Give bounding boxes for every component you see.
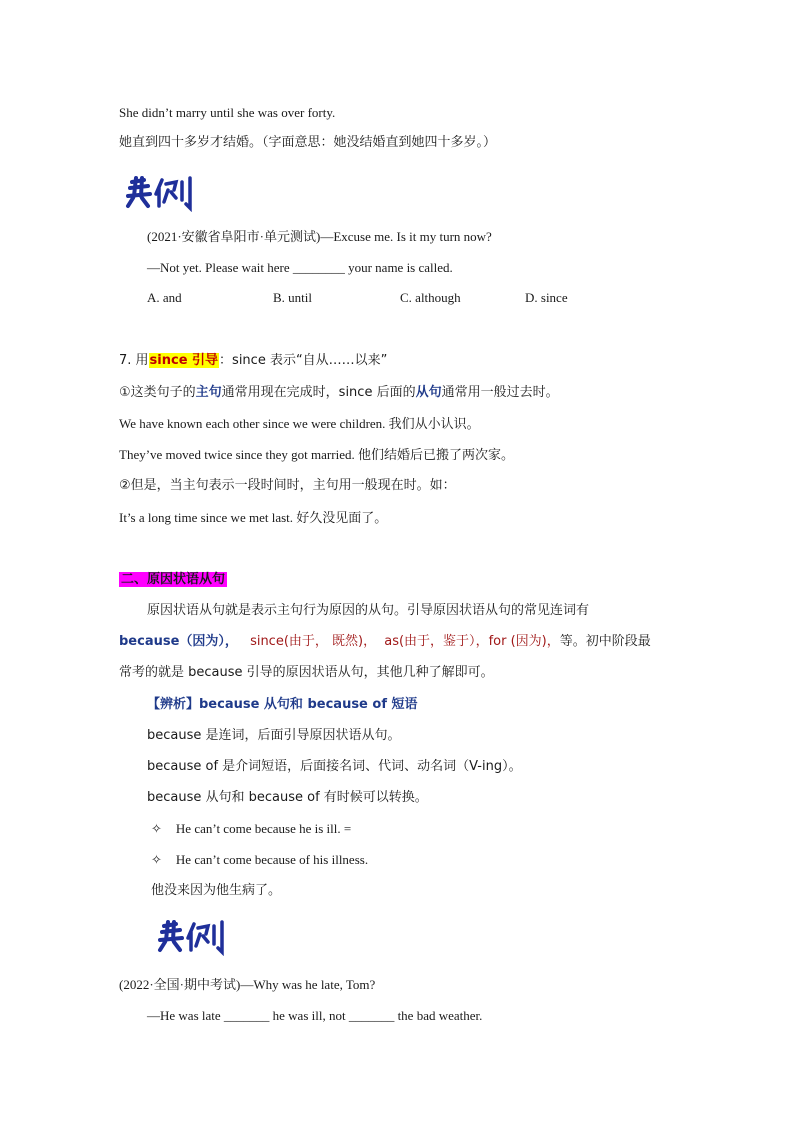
analysis-3: because 从句和 because of 有时候可以转换。	[147, 790, 428, 805]
option-a: A. and	[147, 290, 182, 305]
rule1-sub-clause: 从句	[415, 385, 442, 400]
option-c: C. although	[400, 290, 461, 305]
question-1-source: (2021·安徽省阜阳市·单元测试)—Excuse me. Is it my turn now?	[147, 229, 492, 244]
since-example-1: We have known each other since we were children. 我们从小认识。	[119, 416, 480, 431]
since-heading-desc: ：since 表示“自从……以来”	[219, 353, 388, 368]
bullet-example-2-text: He can’t come because of his illness.	[175, 852, 369, 867]
analysis-2: because of 是介词短语，后面接名词、代词、动名词（V-ing）。	[147, 759, 522, 774]
since-rule-1	[119, 384, 559, 402]
option-d: D. since	[525, 290, 568, 305]
rule1-pre: ①这类句子的	[119, 385, 196, 400]
analysis-title: 【辨析】because 从句和 because of 短语	[147, 697, 418, 712]
since-example-2: They’ve moved twice since they got married. 他们结婚后已搬了两次家。	[119, 447, 514, 462]
bullet-example-2	[151, 851, 368, 869]
rule1-mid: 通常用现在完成时，since 后面的	[221, 385, 416, 400]
since-highlight: since 引导	[149, 353, 219, 368]
since-rule-2: ②但是，当主句表示一段时间时，主句用一般现在时。如：	[119, 478, 456, 493]
question-1-line2: —Not yet. Please wait here ________ your name is called.	[147, 260, 453, 275]
example-logo-image	[156, 918, 230, 956]
bullet-example-1-text: He can’t come because he is ill. =	[175, 821, 352, 836]
rule1-post: 通常用一般过去时。	[441, 385, 559, 400]
since-heading	[119, 352, 387, 370]
bullet-icon: ✧	[151, 821, 162, 836]
option-b: B. until	[273, 290, 313, 305]
reason-section-heading	[119, 571, 227, 589]
example-logo	[156, 918, 230, 960]
reason-conjunctions	[119, 633, 651, 651]
bullet-icon: ✧	[151, 852, 162, 867]
question-2-source: (2022·全国·期中考试)—Why was he late, Tom?	[119, 977, 376, 992]
rule1-main-clause: 主句	[195, 385, 222, 400]
reason-intro: 原因状语从句就是表示主句行为原因的从句。引导原因状语从句的常见连词有	[147, 603, 590, 618]
conj-for: ，for (因为)，	[475, 634, 560, 649]
example-logo-image	[124, 174, 198, 212]
example-sentence-zh: 她直到四十多岁才结婚。（字面意思：她没结婚直到她四十多岁。）	[119, 135, 497, 150]
question-2-line2: —He was late _______ he was ill, not _______ the bad weather.	[147, 1008, 483, 1023]
reason-heading-text: 二、原因状语从句	[121, 572, 226, 587]
reason-line3: 常考的就是 because 引导的原因状语从句，其他几种了解即可。	[119, 665, 494, 680]
since-example-3: It’s a long time since we met last. 好久没见面了。	[119, 510, 388, 525]
conj-because: because（因为），	[119, 634, 238, 649]
translation: 他没来因为他生病了。	[151, 883, 282, 898]
conj-as: as(由于，鉴于）	[384, 634, 476, 649]
example-sentence-en: She didn’t marry until she was over forty.	[119, 105, 336, 120]
reason-tail: 等。初中阶段最	[559, 634, 651, 649]
conj-since: since(由于， 既然)，	[250, 634, 377, 649]
analysis-1: because 是连词，后面引导原因状语从句。	[147, 728, 401, 743]
example-logo	[124, 174, 198, 216]
since-heading-num: 7. 用	[119, 353, 149, 368]
bullet-example-1	[151, 820, 351, 838]
